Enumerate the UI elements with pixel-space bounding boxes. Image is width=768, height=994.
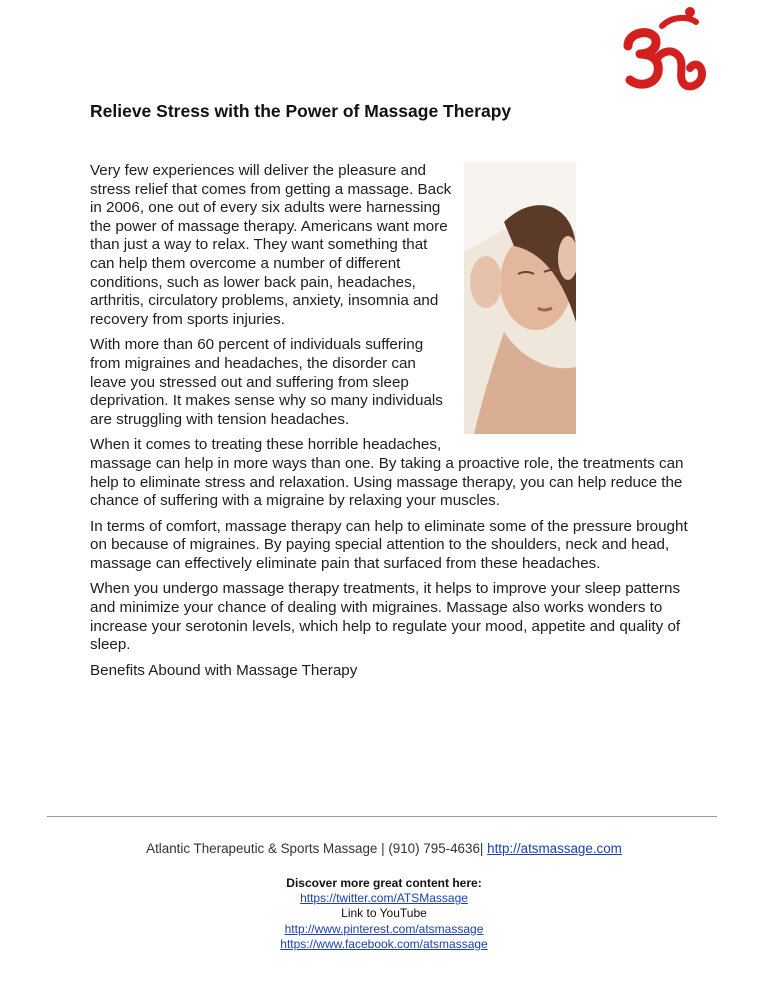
facebook-link[interactable]: https://www.facebook.com/atsmassage [280,936,488,951]
paragraph: With more than 60 percent of individuals suffering from migraines and headaches, the disorder can leave you stressed out and suffering from sleep deprivation. It makes sense why so many individuals are struggling with tension headaches. [90,336,443,428]
separator: | [479,841,484,856]
promo-block [0,876,768,952]
youtube-link[interactable]: Link to YouTube [341,906,427,921]
promo-heading: Discover more great content here: [286,876,482,890]
om-symbol-icon [622,4,710,96]
twitter-link[interactable]: https://twitter.com/ATSMassage [300,891,468,906]
article-body [90,162,690,687]
paragraph: Very few experiences will deliver the pleasure and stress relief that comes from getting a massage. Back in 2006, one out of every six adults were harnessing the power of massage therapy. Americans want more than just a way to relax. They want something that can help them overcome a number of different conditions, such as lower back pain, headaches, arthritis, circulatory problems, anxiety, insomnia and recovery from sports injuries. [90,162,452,328]
massage-photo [464,162,576,434]
website-link[interactable]: http://atsmassage.com [487,841,622,856]
footer-contact [0,841,768,856]
pinterest-link[interactable]: http://www.pinterest.com/atsmassage [284,921,484,936]
paragraph: When it comes to treating these horrible headaches, massage can help in more ways than one. By taking a proactive role, the treatments can help to eliminate stress and relaxation. Using massage therapy, you can help reduce the chance of suffering with a migraine by relaxing your muscles. [90,436,684,510]
business-name: Atlantic Therapeutic & Sports Massage [146,841,378,856]
paragraph: In terms of comfort, massage therapy can help to eliminate some of the pressure brought on because of migraines. By paying special attention to the shoulders, neck and head, massage can effectively eliminate pain that surfaced from these headaches. [90,517,688,572]
phone-number: (910) 795-4636 [388,841,480,856]
footer-divider [47,816,717,817]
section-heading: Benefits Abound with Massage Therapy [90,661,358,679]
paragraph: When you undergo massage therapy treatments, it helps to improve your sleep patterns and minimize your chance of dealing with migraines. Massage also works wonders to increase your serotonin levels, which help to regulate your mood, appetite and quality of sleep. [90,580,681,654]
article-title: Relieve Stress with the Power of Massage Therapy [90,101,512,121]
separator: | [381,841,385,856]
